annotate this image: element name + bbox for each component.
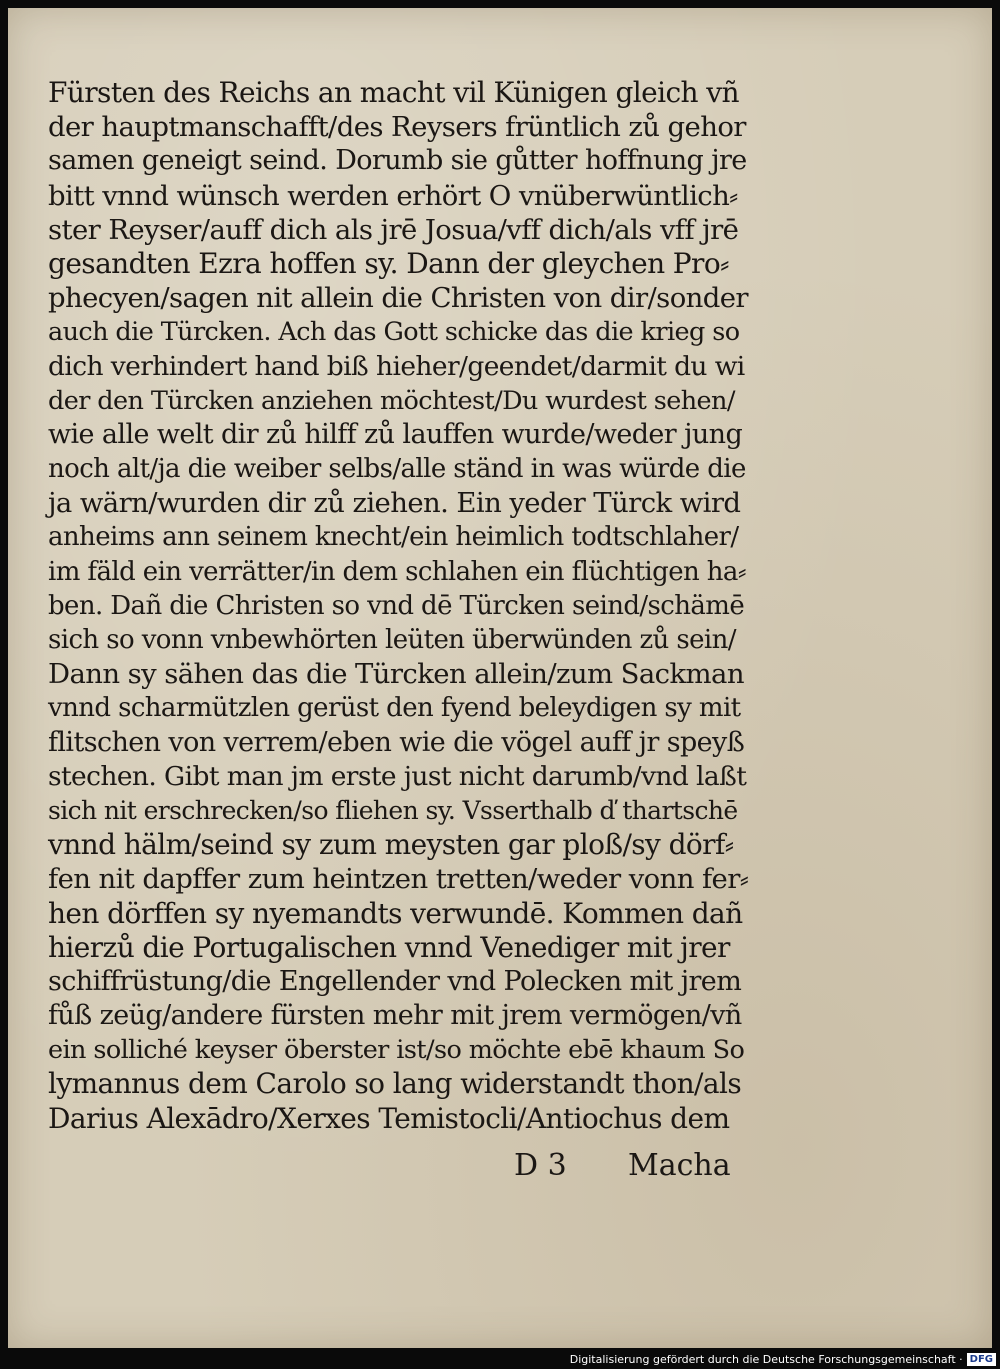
text-line: auch die Türcken. Ach das Gott schicke das die krieg so: [48, 317, 740, 348]
text-line: stechen. Gibt man jm erste just nicht darumb/vnd laßt: [48, 760, 747, 792]
page-text: [48, 76, 748, 1136]
text-line: noch alt/ja die weiber selbs/alle ständ in was würde die: [48, 454, 746, 485]
text-line: wie alle welt dir zů hilff zů lauffen wurde/weder jung: [48, 418, 743, 450]
text-line: hierzů die Portugalischen vnnd Venediger mit jrer: [48, 930, 730, 964]
text-line: ster Reyser/auff dich als jrē Josua/vff dich/als vff jrē: [48, 213, 739, 246]
signature-mark: D 3: [514, 1148, 567, 1183]
text-line: der den Türcken anziehen möchtest/Du wurdest sehen/: [48, 385, 735, 416]
text-line: ben. Dañ die Christen so vnd dē Türcken seind/schämē: [48, 590, 745, 621]
text-line: ja wärn/wurden dir zů ziehen. Ein yeder Türck wird: [48, 487, 741, 520]
text-line: vnnd scharmützlen gerüst den fyend beleydigen sy mit: [48, 693, 741, 724]
text-line: Darius Alexādro/Xerxes Temistocli/Antiochus dem: [48, 1101, 730, 1135]
text-line: ein solliché keyser öberster ist/so möchte ebē khaum So: [48, 1035, 745, 1066]
dfg-logo-icon: DFG: [967, 1353, 996, 1366]
text-line: samen geneigt seind. Dorumb sie gůtter hoffnung jre: [48, 145, 747, 177]
dfg-credit-bar: [569, 1350, 1000, 1369]
text-line: flitschen von verrem/eben wie die vögel auff jr speyß: [48, 726, 745, 758]
text-line: Dann sy sähen das die Türcken allein/zum Sackman: [48, 658, 744, 691]
text-line: phecyen/sagen nit allein die Christen von dir/sonder: [48, 282, 748, 315]
text-line: bitt vnnd wünsch werden erhört O vnüberwüntlich⸗: [48, 179, 738, 212]
dfg-credit-text: Digitalisierung gefördert durch die Deutsche Forschungsgemeinschaft ·: [569, 1353, 963, 1366]
catchword: Macha: [628, 1148, 731, 1183]
text-line: im fäld ein verrätter/in dem schlahen ein flüchtigen ha⸗: [48, 556, 746, 587]
book-page: [8, 8, 992, 1348]
text-line: hen dörffen sy nyemandts verwundē. Kommen dañ: [48, 896, 743, 930]
text-line: lymannus dem Carolo so lang widerstandt thon/als: [48, 1067, 742, 1101]
text-line: dich verhindert hand biß hieher/geendet/darmit du wi: [48, 350, 745, 382]
text-line: anheims ann seinem knecht/ein heimlich todtschlaher/: [48, 522, 739, 553]
text-line: schiffrüstung/die Engellender vnd Polecken mit jrem: [48, 965, 742, 997]
text-line: Fürsten des Reichs an macht vil Künigen gleich vñ: [48, 76, 739, 109]
text-line: fůß zeüg/andere fürsten mehr mit jrem vermögen/vñ: [48, 1000, 742, 1032]
text-line: gesandten Ezra hoffen sy. Dann der gleychen Pro⸗: [48, 246, 729, 280]
text-line: sich nit erschrecken/so fliehen sy. Vsserthalb ď thartschē: [48, 795, 738, 825]
text-line: fen nit dapffer zum heintzen tretten/weder vonn fer⸗: [48, 863, 749, 896]
page-footer: [498, 1146, 758, 1186]
text-line: der hauptmanschafft/des Reysers früntlich zů gehor: [48, 111, 746, 144]
text-line: vnnd hälm/seind sy zum meysten gar ploß/sy dörf⸗: [48, 828, 734, 862]
text-line: sich so vonn vnbewhörten leüten überwünden zů sein/: [48, 625, 736, 655]
